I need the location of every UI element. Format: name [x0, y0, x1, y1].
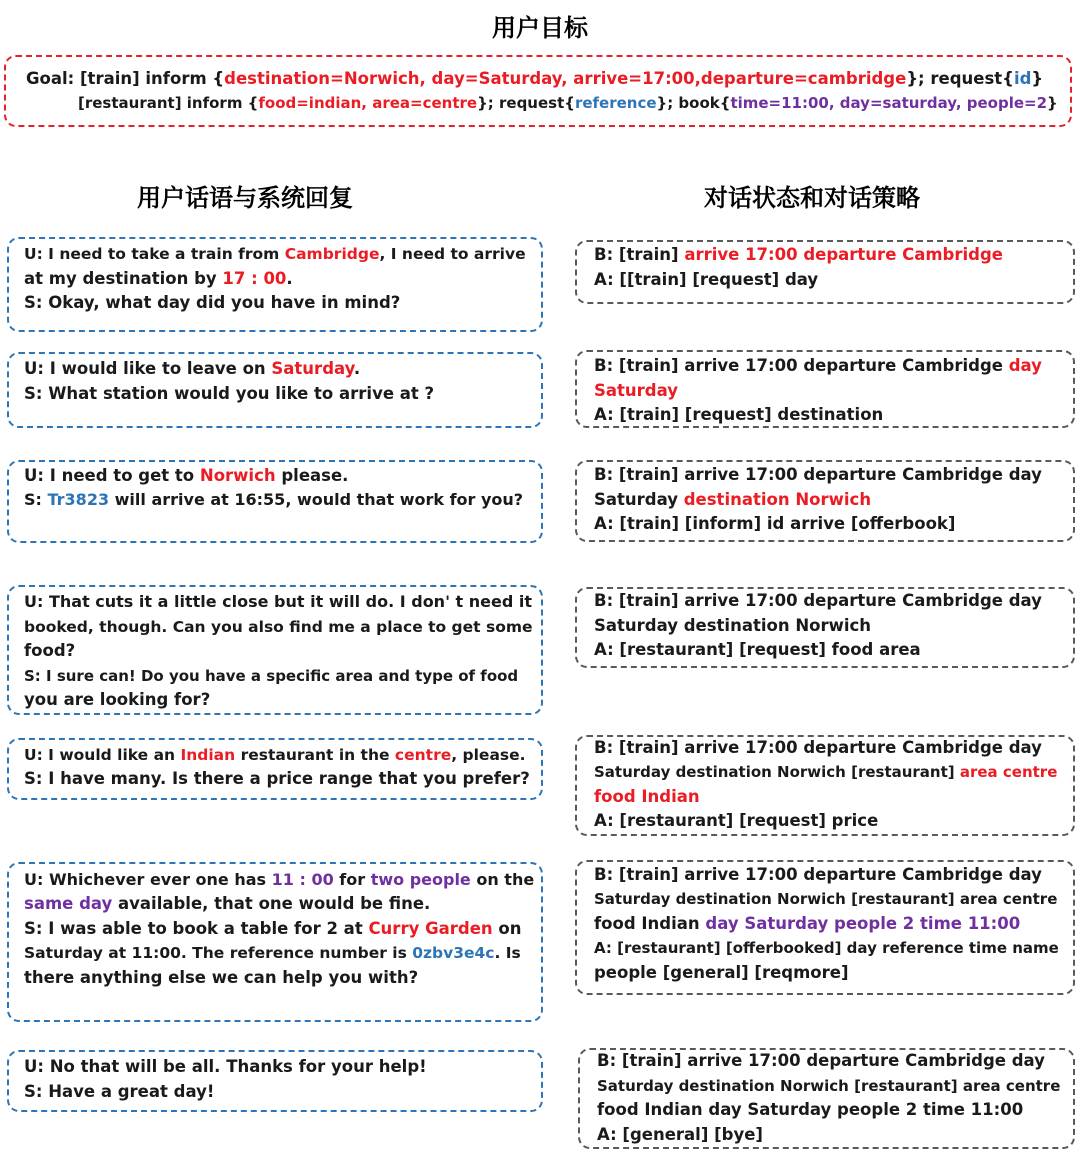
text-segment: destination Norwich	[683, 490, 872, 509]
utterance-3-line-1	[24, 464, 348, 489]
text-segment: food Indian	[594, 914, 706, 933]
state-1-line-1	[594, 243, 1003, 268]
state-5-line-3	[594, 785, 700, 810]
text-segment: same day	[24, 894, 113, 913]
text-segment: Saturday destination Norwich	[594, 616, 872, 635]
text-segment: id	[1013, 69, 1032, 88]
text-segment: A: [restaurant] [request] food area	[594, 640, 921, 659]
text-segment: .	[286, 269, 293, 288]
text-segment: Saturday	[594, 381, 678, 400]
utterance-4-line-3	[24, 639, 75, 664]
state-2-line-2	[594, 379, 678, 404]
text-segment: S: Have a great day!	[24, 1082, 215, 1101]
utterance-7-line-2	[24, 1080, 214, 1105]
utterance-4-line-1	[24, 590, 532, 615]
utterance-6-line-4	[24, 941, 521, 966]
text-segment: [restaurant] inform {	[78, 94, 259, 112]
text-segment: U: No that will be all. Thanks for your help!	[24, 1057, 427, 1076]
text-segment: Saturday	[271, 359, 354, 378]
state-3-line-2	[594, 488, 871, 513]
text-segment: }; book{	[656, 94, 731, 112]
text-segment: }; request{	[906, 69, 1014, 88]
text-segment: A: [restaurant] [request] price	[594, 811, 879, 830]
state-6-line-4	[594, 936, 1059, 961]
utterance-5-line-1	[24, 743, 526, 768]
text-segment: area centre	[959, 763, 1058, 781]
text-segment: S: I was able to book a table for 2 at	[24, 919, 369, 938]
text-segment: on	[492, 919, 522, 938]
utterance-3-line-2	[24, 488, 523, 513]
state-6-line-5	[594, 961, 849, 986]
text-segment: food=indian, area=centre	[258, 94, 478, 112]
text-segment: S:	[24, 490, 48, 509]
text-segment: Cambridge	[284, 245, 380, 263]
goal-line-2	[78, 91, 1058, 116]
state-4-line-2	[594, 614, 871, 639]
text-segment: reference	[574, 94, 657, 112]
text-segment: Indian	[180, 746, 236, 764]
utterance-6-line-1	[24, 868, 534, 893]
text-segment: A: [[train] [request] day	[594, 270, 819, 289]
text-segment: S: I have many. Is there a price range that you prefer?	[24, 769, 530, 788]
text-segment: there anything else we can help you with?	[24, 968, 419, 987]
state-3-line-3	[594, 512, 955, 537]
text-segment: B: [train] arrive 17:00 departure Cambridge	[594, 356, 1009, 375]
text-segment: U: Whichever ever one has	[24, 870, 272, 889]
text-segment: A: [train] [request] destination	[594, 405, 884, 424]
state-7-line-2	[597, 1074, 1060, 1099]
utterance-column-title: 用户话语与系统回复	[137, 184, 353, 212]
text-segment: restaurant in the	[235, 746, 395, 764]
text-segment: food Indian	[594, 787, 700, 806]
text-segment: }; request{	[477, 94, 575, 112]
utterance-1-line-2	[24, 267, 293, 292]
text-segment: 17 : 00	[222, 269, 287, 288]
utterance-2-line-2	[24, 382, 434, 407]
text-segment: time=11:00, day=saturday, people=2	[730, 94, 1048, 112]
text-segment: B: [train] arrive 17:00 departure Cambridge day	[594, 591, 1042, 610]
text-segment: day Saturday people 2 time 11:00	[705, 914, 1021, 933]
state-7-line-1	[597, 1049, 1045, 1074]
text-segment: for	[333, 870, 371, 889]
text-segment: centre	[394, 746, 452, 764]
text-segment: U: That cuts it a little close but it will do. I don' t need it	[24, 592, 533, 611]
utterance-4-line-2	[24, 615, 533, 640]
text-segment: Curry Garden	[368, 919, 493, 938]
state-5-line-1	[594, 736, 1042, 761]
utterance-6-line-5	[24, 966, 418, 991]
text-segment: U: I would like an	[24, 746, 181, 764]
text-segment: Tr3823	[47, 490, 110, 509]
text-segment: arrive 17:00 departure Cambridge	[684, 245, 1003, 264]
text-segment: B: [train]	[594, 245, 685, 264]
text-segment: people [general] [reqmore]	[594, 963, 849, 982]
text-segment: . Is	[494, 944, 521, 962]
state-4-line-3	[594, 638, 921, 663]
state-2-line-3	[594, 403, 883, 428]
text-segment: on the	[470, 870, 535, 889]
goal-title: 用户目标	[492, 14, 588, 42]
text-segment: you are looking for?	[24, 690, 211, 709]
state-3-line-1	[594, 463, 1042, 488]
goal-line-1	[26, 66, 1043, 91]
utterance-4-line-4	[24, 664, 518, 689]
text-segment: Saturday destination Norwich [restaurant]	[594, 763, 960, 781]
text-segment: S: I sure can! Do you have a specific area and type of food	[24, 667, 519, 685]
state-5-line-4	[594, 809, 878, 834]
text-segment: Saturday at 11:00. The reference number is	[24, 944, 413, 962]
text-segment: B: [train] arrive 17:00 departure Cambridge day	[594, 465, 1042, 484]
utterance-2-line-1	[24, 357, 360, 382]
text-segment: 0zbv3e4c	[412, 944, 495, 962]
text-segment: S: Okay, what day did you have in mind?	[24, 293, 401, 312]
text-segment: Goal: [train] inform {	[26, 69, 225, 88]
text-segment: two people	[370, 870, 471, 889]
state-1-line-2	[594, 268, 818, 293]
text-segment: food?	[24, 641, 76, 660]
text-segment: food Indian day Saturday people 2 time 11:00	[597, 1100, 1024, 1119]
text-segment: day	[1008, 356, 1042, 375]
utterance-4-line-5	[24, 688, 210, 713]
state-5-line-2	[594, 760, 1057, 785]
state-column-title: 对话状态和对话策略	[704, 184, 920, 212]
state-7-line-4	[597, 1123, 763, 1148]
text-segment: please.	[275, 466, 349, 485]
utterance-6-line-3	[24, 917, 521, 942]
text-segment: , please.	[451, 746, 526, 764]
text-segment: destination=Norwich, day=Saturday, arrive=17:00,departure=cambridge	[224, 69, 907, 88]
utterance-7-line-1	[24, 1055, 427, 1080]
text-segment: 11 : 00	[271, 870, 334, 889]
text-segment: }	[1047, 94, 1058, 112]
text-segment: S: What station would you like to arrive at ?	[24, 384, 435, 403]
text-segment: will arrive at 16:55, would that work for you?	[109, 490, 524, 509]
state-6-line-3	[594, 912, 1020, 937]
text-segment: Norwich	[199, 466, 276, 485]
state-6-line-1	[594, 863, 1042, 888]
text-segment: at my destination by	[24, 269, 223, 288]
text-segment: A: [restaurant] [offerbooked] day reference time name	[594, 939, 1059, 957]
text-segment: Saturday destination Norwich [restaurant] area centre	[597, 1077, 1061, 1095]
utterance-6-line-2	[24, 892, 430, 917]
text-segment: B: [train] arrive 17:00 departure Cambridge day	[594, 865, 1042, 884]
text-segment: Saturday destination Norwich [restaurant] area centre	[594, 890, 1058, 908]
text-segment: available, that one would be fine.	[112, 894, 431, 913]
text-segment: Saturday	[594, 490, 684, 509]
text-segment: U: I need to get to	[24, 466, 200, 485]
state-6-line-2	[594, 887, 1057, 912]
utterance-5-line-2	[24, 767, 530, 792]
state-7-line-3	[597, 1098, 1023, 1123]
text-segment: U: I would like to leave on	[24, 359, 272, 378]
text-segment: booked, though. Can you also find me a place to get some	[24, 618, 533, 636]
text-segment: .	[353, 359, 361, 378]
utterance-1-line-3	[24, 291, 400, 316]
text-segment: U: I need to take a train from	[24, 245, 285, 263]
state-2-line-1	[594, 354, 1042, 379]
text-segment: , I need to arrive	[379, 245, 526, 263]
text-segment: B: [train] arrive 17:00 departure Cambridge day	[597, 1051, 1045, 1070]
text-segment: B: [train] arrive 17:00 departure Cambridge day	[594, 738, 1042, 757]
text-segment: A: [general] [bye]	[597, 1125, 763, 1144]
state-4-line-1	[594, 589, 1042, 614]
text-segment: }	[1031, 69, 1044, 88]
utterance-1-line-1	[24, 242, 526, 267]
text-segment: A: [train] [inform] id arrive [offerbook]	[594, 514, 956, 533]
